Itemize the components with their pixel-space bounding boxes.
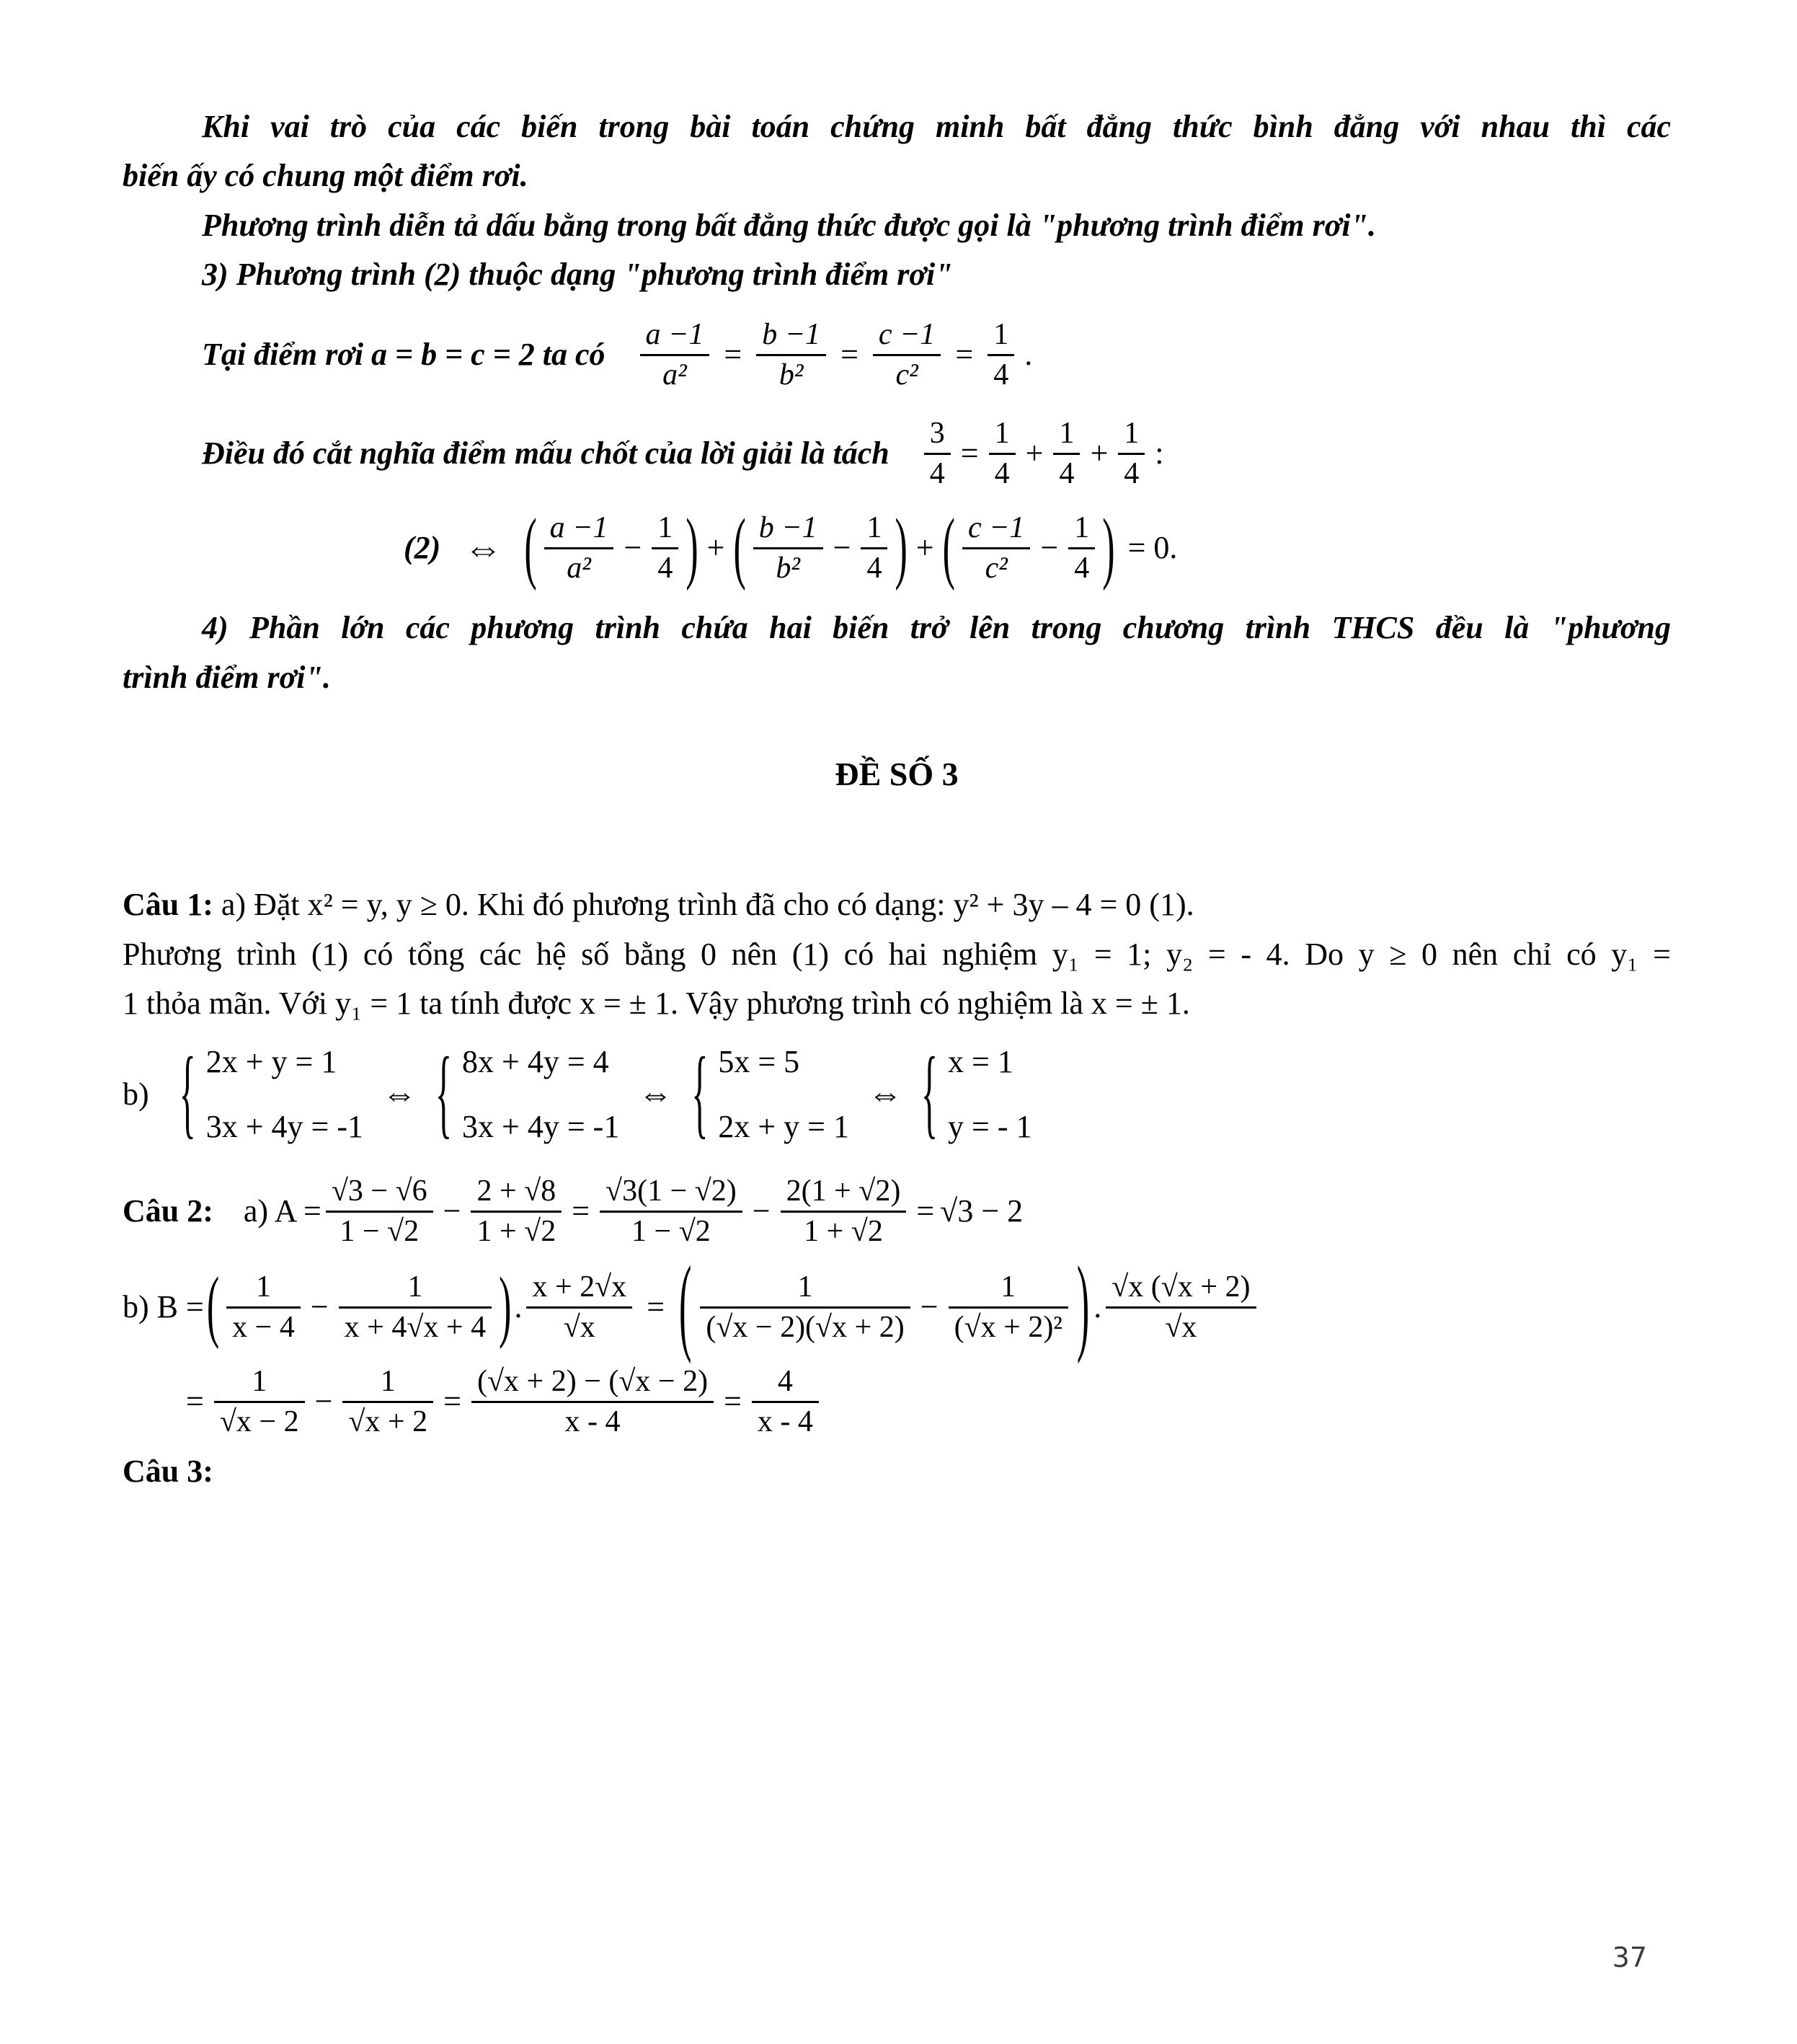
numerator: 1 xyxy=(226,1270,301,1309)
fraction-quarter xyxy=(989,417,1016,491)
denominator: 4 xyxy=(657,552,673,585)
intro-p4-line1: 4) Phần lớn các phương trình chứa hai biến trở lên trong chương trình THCS đều là "phương xyxy=(202,610,1671,646)
fraction xyxy=(781,1174,907,1249)
left-paren: ( xyxy=(942,503,955,592)
system-4 xyxy=(921,1040,1032,1150)
left-brace: { xyxy=(435,1038,453,1149)
equals-sign: = xyxy=(960,435,979,472)
numerator: 2 + √8 xyxy=(471,1174,562,1213)
page-number: 37 xyxy=(1612,1942,1647,1974)
cau2-part-a xyxy=(123,1174,1671,1249)
equation-2 xyxy=(123,503,1671,592)
fraction xyxy=(600,1174,742,1249)
cau1-b-label: b) xyxy=(123,1076,149,1112)
denominator: a² xyxy=(662,358,687,391)
denominator: c² xyxy=(985,552,1008,585)
numerator: 1 xyxy=(1118,417,1145,455)
equals-sign: = xyxy=(647,1289,665,1325)
equals-sign: = xyxy=(724,1384,742,1420)
denominator: 1 + √2 xyxy=(476,1214,556,1248)
cau3-label: Câu 3: xyxy=(123,1453,213,1489)
numerator: 4 xyxy=(752,1365,819,1403)
cau2-label: Câu 2: xyxy=(123,1193,213,1229)
right-paren: ) xyxy=(895,503,908,592)
numerator: 1 xyxy=(1068,511,1095,549)
cau2-part-b-line2 xyxy=(123,1365,1671,1439)
right-paren: ) xyxy=(685,503,698,592)
numerator: 1 xyxy=(342,1365,433,1403)
intro-p2: Phương trình diễn tả dấu bằng trong bất đẳng thức được gọi là "phương trình điểm rơi". xyxy=(202,207,1376,243)
numerator: 1 xyxy=(652,511,678,549)
minus-sign: − xyxy=(1040,530,1059,566)
colon: : xyxy=(1155,435,1164,472)
minus-sign: − xyxy=(624,530,642,566)
left-brace: { xyxy=(691,1038,709,1149)
denominator: b² xyxy=(776,552,801,585)
fraction xyxy=(700,1270,910,1345)
fraction-c xyxy=(962,511,1030,585)
plus-sign: + xyxy=(706,530,725,566)
denominator: 1 + √2 xyxy=(804,1214,883,1248)
numerator: b −1 xyxy=(756,318,826,356)
right-paren: ) xyxy=(1076,1247,1090,1366)
fraction-a xyxy=(640,318,710,392)
numerator: 3 xyxy=(924,417,951,455)
fraction-a xyxy=(544,511,614,585)
denominator: √x − 2 xyxy=(219,1404,299,1438)
denominator: b² xyxy=(778,358,804,391)
formula-tach xyxy=(123,417,1671,491)
numerator: 1 xyxy=(988,318,1014,356)
minus-sign: − xyxy=(314,1384,333,1420)
denominator: 1 − √2 xyxy=(631,1214,711,1248)
numerator: c −1 xyxy=(962,511,1030,549)
numerator: √x (√x + 2) xyxy=(1106,1270,1256,1309)
fraction xyxy=(339,1270,492,1345)
minus-sign: − xyxy=(920,1289,939,1325)
numerator: 1 xyxy=(700,1270,910,1309)
mult-dot: . xyxy=(514,1289,523,1325)
fraction-three-quarter xyxy=(924,417,951,491)
numerator: c −1 xyxy=(873,318,941,356)
equation: 5x = 5 xyxy=(718,1043,800,1079)
equation: 2x + y = 1 xyxy=(205,1043,337,1079)
cau1-a-text: a) Đặt x² = y, y ≥ 0. Khi đó phương trình đã cho có dạng: y² + 3y – 4 = 0 (1). xyxy=(221,887,1194,923)
equals-sign: = xyxy=(572,1193,590,1229)
fraction xyxy=(214,1365,305,1439)
cau1-label: Câu 1: xyxy=(123,887,213,923)
denominator: (√x + 2)² xyxy=(954,1310,1062,1344)
period: . xyxy=(1024,337,1033,373)
right-paren: ) xyxy=(1102,503,1115,592)
denominator: c² xyxy=(895,358,918,391)
fraction xyxy=(949,1270,1068,1345)
denominator: 4 xyxy=(994,456,1010,490)
equation: 3x + 4y = -1 xyxy=(462,1109,620,1145)
numerator: x + 2√x xyxy=(526,1270,632,1309)
equals-sign: = xyxy=(916,1193,935,1229)
system-1 xyxy=(179,1040,363,1150)
fraction-b xyxy=(756,318,826,392)
cau1-para-line1: Phương trình (1) có tổng các hệ số bằng 0 nên (1) có hai nghiệm y₁ = 1; y₂ = - 4. Do y ≥ 0 nên chỉ có y₁ = xyxy=(123,936,1671,972)
iff-arrow: ⇔ xyxy=(638,1075,673,1114)
numerator: b −1 xyxy=(753,511,823,549)
denominator: √x xyxy=(563,1310,595,1344)
equation: y = - 1 xyxy=(948,1109,1032,1145)
numerator: a −1 xyxy=(640,318,710,356)
numerator: 1 xyxy=(339,1270,492,1309)
equals-sign: = xyxy=(724,337,742,373)
fraction xyxy=(1106,1270,1256,1345)
denominator: 4 xyxy=(929,456,945,490)
iff-arrow: ⇔ xyxy=(381,1075,417,1114)
plus-sign: + xyxy=(1025,435,1044,472)
left-paren: ( xyxy=(679,1247,692,1366)
fraction xyxy=(326,1174,433,1249)
equals-sign: = xyxy=(186,1384,204,1420)
numerator: √3(1 − √2) xyxy=(600,1174,742,1213)
equation: 8x + 4y = 4 xyxy=(462,1043,609,1079)
denominator: 1 − √2 xyxy=(340,1214,420,1248)
numerator: √3 − √6 xyxy=(326,1174,433,1213)
section-heading: ĐỀ SỐ 3 xyxy=(835,756,959,792)
iff-arrow: ⇔ xyxy=(868,1075,902,1114)
left-brace: { xyxy=(921,1038,939,1149)
minus-sign: − xyxy=(833,530,851,566)
cau1-part-b-systems xyxy=(123,1040,1671,1150)
fraction-quarter xyxy=(1068,511,1095,585)
numerator: 1 xyxy=(861,511,887,549)
denominator: 4 xyxy=(866,552,882,585)
equals-sign: = xyxy=(955,337,974,373)
intro-p3: 3) Phương trình (2) thuộc dạng "phương trình điểm rơi" xyxy=(202,257,953,293)
plus-sign: + xyxy=(1090,435,1109,472)
fraction xyxy=(342,1365,433,1439)
intro-p4-line2: trình điểm rơi". xyxy=(123,659,331,695)
numerator: (√x + 2) − (√x − 2) xyxy=(471,1365,714,1403)
fraction xyxy=(526,1270,632,1345)
denominator: (√x − 2)(√x + 2) xyxy=(706,1310,905,1344)
right-paren: ) xyxy=(499,1262,512,1351)
cau2-part-b-line1 xyxy=(123,1247,1671,1366)
result: √3 − 2 xyxy=(940,1193,1024,1229)
minus-sign: − xyxy=(752,1193,771,1229)
fraction-b xyxy=(753,511,823,585)
cau2-a-label: a) A = xyxy=(243,1193,321,1229)
plus-sign: + xyxy=(915,530,934,566)
left-brace: { xyxy=(179,1038,196,1149)
cau2-b-label: b) B = xyxy=(123,1289,204,1325)
fraction-quarter xyxy=(1118,417,1145,491)
denominator: √x xyxy=(1165,1310,1197,1344)
fraction-quarter xyxy=(652,511,678,585)
numerator: 2(1 + √2) xyxy=(781,1174,907,1213)
denominator: 4 xyxy=(1074,552,1090,585)
fraction xyxy=(226,1270,301,1345)
denominator: x + 4√x + 4 xyxy=(344,1310,487,1344)
fraction xyxy=(471,1365,714,1439)
left-paren: ( xyxy=(206,1262,220,1351)
equals-sign: = xyxy=(443,1384,461,1420)
system-3 xyxy=(691,1040,849,1150)
intro-p1-line2: biến ấy có chung một điểm rơi. xyxy=(123,158,528,194)
minus-sign: − xyxy=(310,1289,329,1325)
equation: 2x + y = 1 xyxy=(718,1109,849,1145)
fraction xyxy=(471,1174,562,1249)
numerator: 1 xyxy=(214,1365,305,1403)
equals-sign: = xyxy=(840,337,858,373)
denominator: 4 xyxy=(993,358,1009,391)
denominator: a² xyxy=(567,552,591,585)
numerator: 1 xyxy=(949,1270,1068,1309)
denominator: x − 4 xyxy=(232,1310,295,1344)
intro-p1-line1: Khi vai trò của các biến trong bài toán chứng minh bất đẳng thức bình đẳng với nhau thì các xyxy=(202,109,1671,144)
fraction xyxy=(752,1365,819,1439)
formula-diem-roi xyxy=(123,318,1671,392)
denominator: 4 xyxy=(1124,456,1140,490)
system-2 xyxy=(435,1040,619,1150)
equals-zero: = 0. xyxy=(1127,530,1178,566)
numerator: a −1 xyxy=(544,511,614,549)
denominator: √x + 2 xyxy=(348,1404,428,1438)
equation: x = 1 xyxy=(948,1043,1013,1079)
formula-prefix: Điều đó cắt nghĩa điểm mấu chốt của lời giải là tách xyxy=(202,435,889,472)
fraction-quarter xyxy=(861,511,887,585)
iff-arrow: ⇔ xyxy=(463,526,503,570)
equation: 3x + 4y = -1 xyxy=(205,1109,363,1145)
denominator: x - 4 xyxy=(564,1404,621,1438)
fraction-c xyxy=(873,318,941,392)
minus-sign: − xyxy=(443,1193,461,1229)
denominator: x - 4 xyxy=(757,1404,813,1438)
numerator: 1 xyxy=(1053,417,1080,455)
equation-tag: (2) xyxy=(404,530,441,566)
left-paren: ( xyxy=(733,503,746,592)
numerator: 1 xyxy=(989,417,1016,455)
fraction-quarter xyxy=(1053,417,1080,491)
mult-dot: . xyxy=(1093,1289,1102,1325)
denominator: 4 xyxy=(1059,456,1075,490)
cau1-para-line2: 1 thỏa mãn. Với y₁ = 1 ta tính được x = ± 1. Vậy phương trình có nghiệm là x = ± 1. xyxy=(123,986,1190,1022)
left-paren: ( xyxy=(524,503,537,592)
formula-prefix: Tại điểm rơi a = b = c = 2 ta có xyxy=(202,337,605,373)
fraction-quarter xyxy=(988,318,1014,392)
cau1-part-a xyxy=(123,882,1671,927)
